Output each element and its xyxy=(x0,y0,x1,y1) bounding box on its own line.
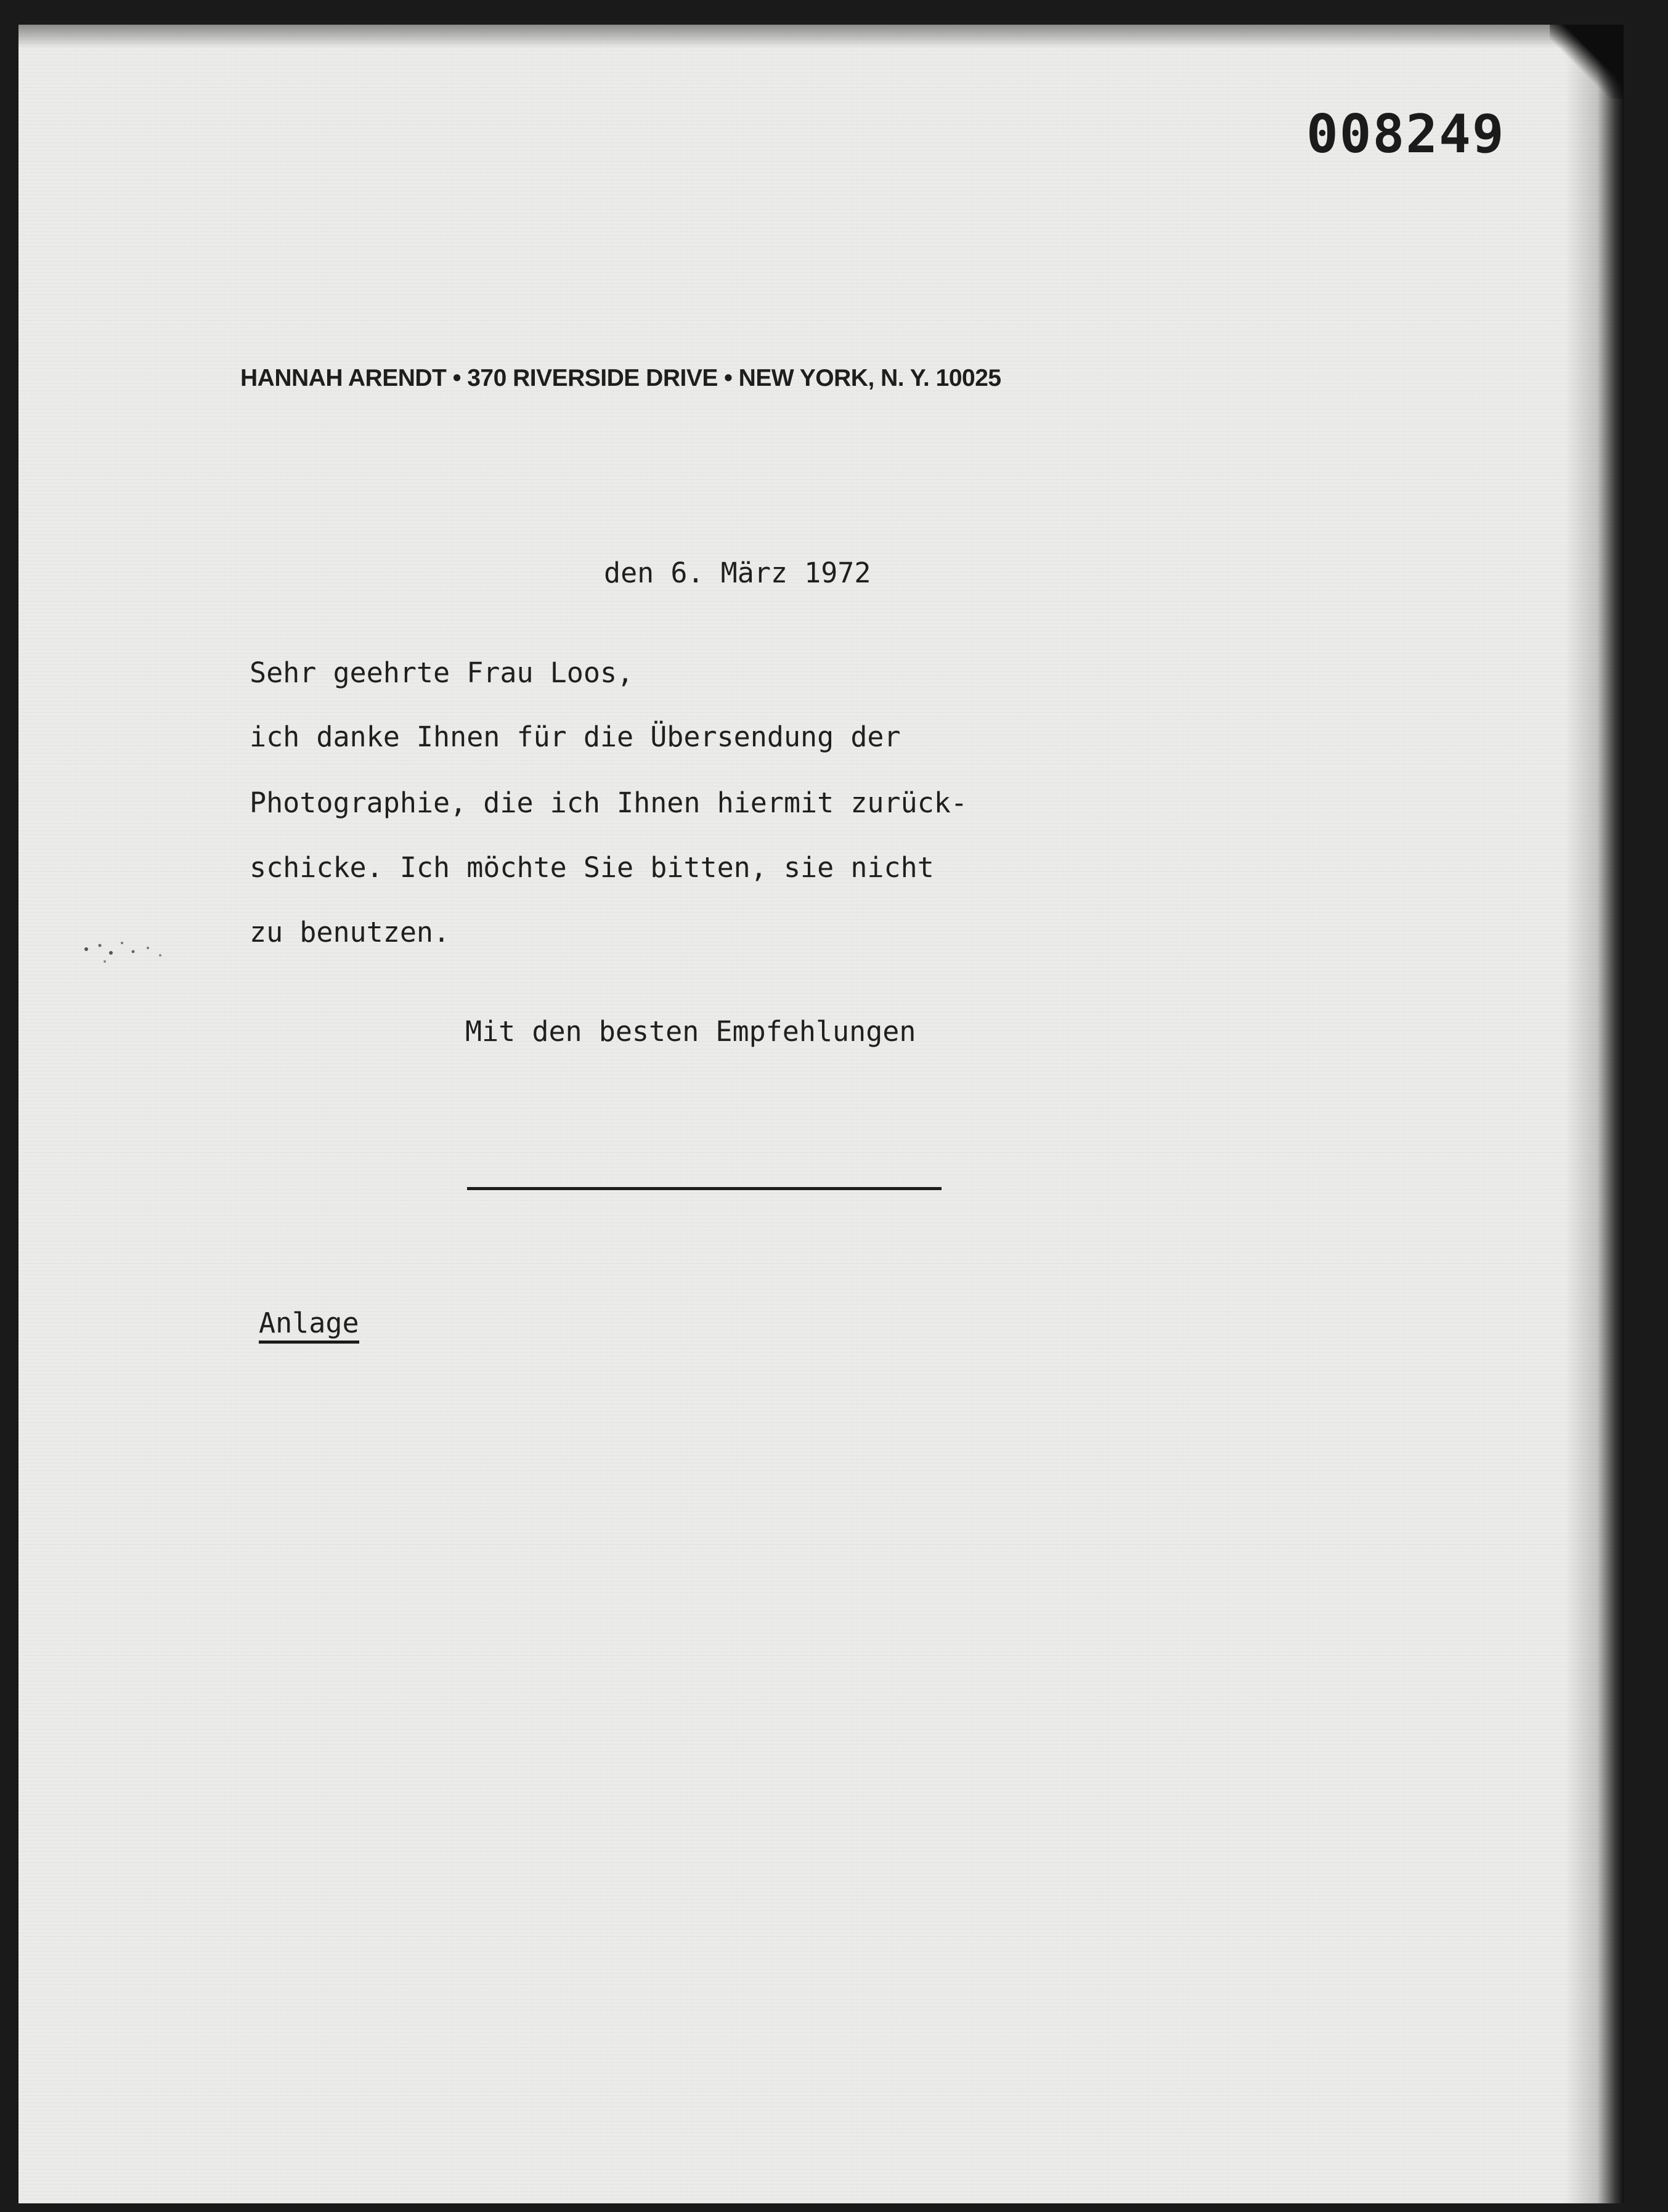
letterhead: HANNAH ARENDT • 370 RIVERSIDE DRIVE • NEW YORK, N. Y. 10025 xyxy=(240,365,1001,391)
body-line: schicke. Ich möchte Sie bitten, sie nicht xyxy=(250,851,934,884)
letter-date: den 6. März 1972 xyxy=(604,557,871,589)
body-line: ich danke Ihnen für die Übersendung der xyxy=(250,720,901,753)
letter-page xyxy=(18,25,1624,2203)
page-right-shadow xyxy=(1565,25,1624,2203)
body-line: zu benutzen. xyxy=(250,916,450,949)
document-number: 008249 xyxy=(1306,104,1505,165)
page-top-shadow xyxy=(18,25,1624,48)
signature-line xyxy=(467,1187,942,1190)
closing: Mit den besten Empfehlungen xyxy=(465,1015,916,1048)
enclosure-label: Anlage xyxy=(259,1309,359,1344)
salutation: Sehr geehrte Frau Loos, xyxy=(250,656,634,689)
ink-specks xyxy=(74,924,185,974)
body-line: Photographie, die ich Ihnen hiermit zurück- xyxy=(250,786,967,819)
page-corner-fold xyxy=(1550,25,1624,99)
